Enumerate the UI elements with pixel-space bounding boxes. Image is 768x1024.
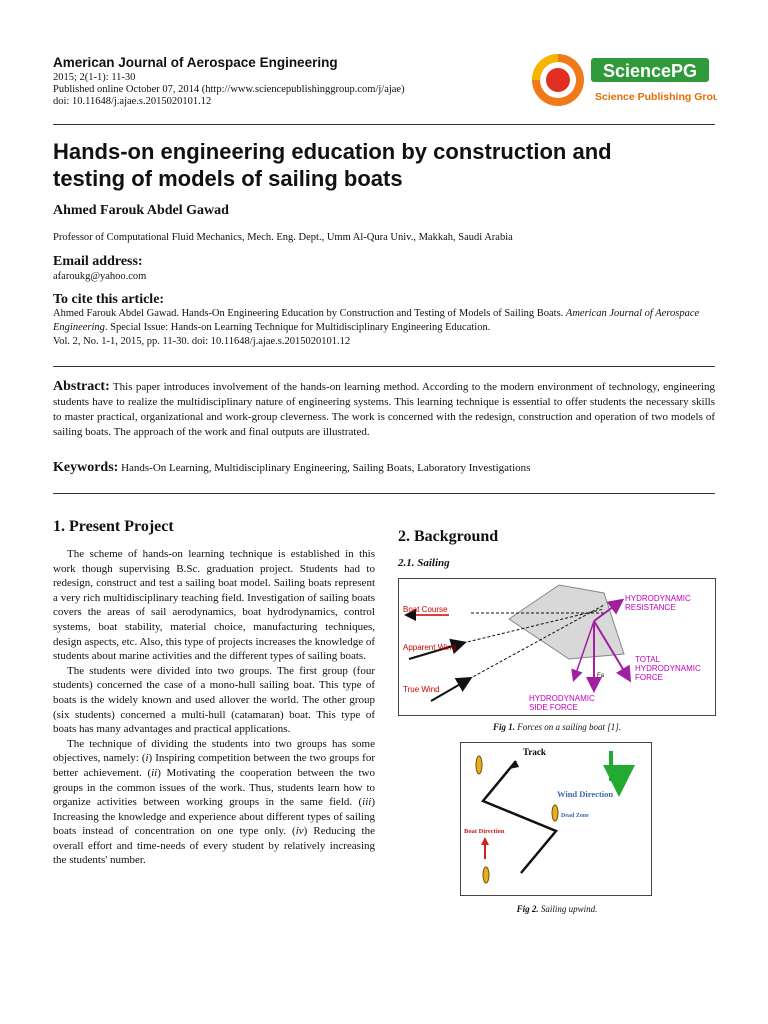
label-boat-course: Boat Course [403,605,448,614]
section-1-heading: 1. Present Project [53,518,174,535]
section-1-body: The scheme of hands-on learning technique is established in this work though supervising B.Sc. graduation project. Students had to redesign, construct and test a sailing boat model. Sailing boats represent a very rich multidisciplinary teaching field. Investigation of sailing boats covers the areas of sail aerodynamics, boat hydrodynamics, control systems, boat stability, material choice, manufacturing techniques, design aspects, etc. Also, this type of projects increases the knowledge of students about marine activities and the different types of sailing boats. The students were divided into two groups. The first group (four students) concerned the case of a mono-hull sailing boat. This type of boats is the widely known and used allover the world. The other group (six students) concerned a multi-hull (catamaran) boat. This type of boats has many advantages and practical applications. The technique of dividing the students into two groups has some objectives, namely: (i) Inspiring competition between the two groups for better achievement. (ii) Motivating the cooperation between the two groups in the common issues of the work. Thus, students learn how to organize activities between working groups in the same field. (iii) Increasing the knowledge and experience about different types of sailing boats instead of concentration on one type only. (iv) Reducing the overall effort and time-needs of every student by relatively increasing the students' number. [53,548,375,867]
figure-1 [398,578,716,716]
author-name: Ahmed Farouk Abdel Gawad [53,203,229,218]
cite-heading: To cite this article: [53,292,165,307]
boat-icon-3 [483,867,489,883]
abstract-rule-bottom [53,493,715,494]
figure-2 [460,742,652,896]
label-fa: Fa [597,673,605,679]
label-track: Track [523,747,546,757]
logo-name: SciencePG [602,61,698,81]
label-boat-direction: Boat Direction [464,828,505,835]
label-hydro-resistance-2: RESISTANCE [625,603,676,612]
abstract: Abstract: This paper introduces involvement of the hands-on learning method. According to the modern environment of technology, engineering students have to realize the multidisciplinary nature of engineering systems. This learning technique is essential to offer students the necessary skills to master practical, organizational and work-group cleverness. The work is concerned with the redesign, construction and operation of two models of sailing boats. The approach of the work and final outputs are illustrated. [53,379,715,438]
email-address[interactable]: afaroukg@yahoo.com [53,271,147,282]
label-side-2: SIDE FORCE [529,703,578,712]
email-heading: Email address: [53,254,143,269]
label-apparent-wind: Apparent Wind [403,643,456,652]
boat-icon [476,756,482,774]
label-hydro-resistance-1: HYDRODYNAMIC [625,594,691,603]
sciencepg-logo [527,50,717,110]
journal-name: American Journal of Aerospace Engineering [53,55,338,70]
subsection-2-1-heading: 2.1. Sailing [398,557,450,569]
label-total-3: FORCE [635,673,663,682]
label-side-1: HYDRODYNAMIC [529,694,595,703]
figure-2-caption: Fig 2. Sailing upwind. [516,904,598,914]
section-2-heading: 2. Background [398,528,499,545]
affiliation: Professor of Computational Fluid Mechanics, Mech. Eng. Dept., Umm Al-Qura Univ., Makkah, Saudi Arabia [53,232,513,243]
logo-emblem-icon [527,50,717,110]
paper-title: Hands-on engineering education by construction and testing of models of sailing boats [53,139,612,191]
abstract-rule-top [53,366,715,367]
volume-line: 2015; 2(1-1): 11-30 [53,72,136,83]
header-rule [53,124,715,125]
boat-icon-2 [552,805,558,821]
track-zigzag [483,761,556,873]
published-line: Published online October 07, 2014 (http://www.sciencepublishinggroup.com/j/ajae) [53,84,405,95]
label-total-2: HYDRODYNAMIC [635,664,701,673]
figure-1-caption: Fig 1. Forces on a sailing boat [1]. [493,722,621,732]
label-total-1: TOTAL [635,655,661,664]
cite-text: Ahmed Farouk Abdel Gawad. Hands-On Engineering Education by Construction and Testing of Models of Sailing Boats. American Journal of Aerospace Engineering. Special Issue: Hands-on Learning Technique for Multidisciplinary Engineering Education. Vol. 2, No. 1-1, 2015, pp. 11-30. doi: 10.11648/j.ajae.s.2015020101.12 [53,308,700,347]
label-wind-direction: Wind Direction [557,789,614,799]
label-dead-zone: Dead Zone [561,813,589,819]
doi-line: doi: 10.11648/j.ajae.s.2015020101.12 [53,96,212,107]
logo-subtitle: Science Publishing Group [595,91,717,103]
label-true-wind: True Wind [403,685,440,694]
keywords: Keywords: Hands-On Learning, Multidisciplinary Engineering, Sailing Boats, Laboratory Investigations [53,460,531,475]
